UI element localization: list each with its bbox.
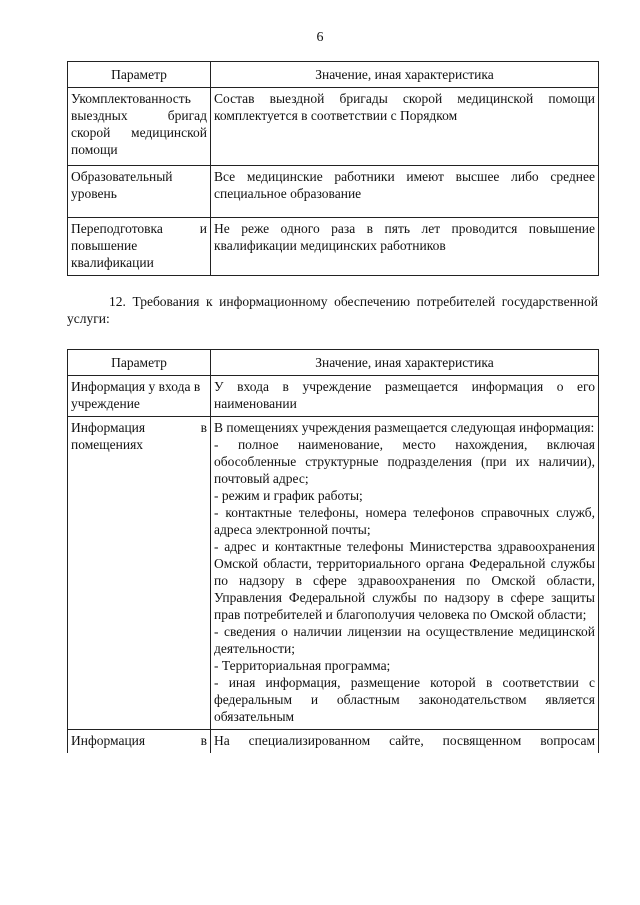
list-item: - сведения о наличии лицензии на осуществление медицинской деятельности; xyxy=(214,624,595,656)
information-requirements-table xyxy=(67,349,599,753)
value-cell: У входа в учреждение размещается информация о его наименовании xyxy=(211,376,599,417)
info-intro: В помещениях учреждения размещается следующая информация: xyxy=(214,420,595,435)
param-cell: Информация у входа в учреждение xyxy=(68,376,211,417)
header-param: Параметр xyxy=(68,62,211,88)
table-row xyxy=(68,166,599,218)
staffing-requirements-table xyxy=(67,61,599,276)
page-number: 6 xyxy=(316,30,324,45)
value-cell: Состав выездной бригады скорой медицинской помощи комплектуется в соответствии с Порядком xyxy=(211,88,599,166)
table-row xyxy=(68,376,599,417)
value-cell: Все медицинские работники имеют высшее либо среднее специальное образование xyxy=(211,166,599,218)
list-item: - контактные телефоны, номера телефонов справочных служб, адреса электронной почты; xyxy=(214,505,595,537)
header-param: Параметр xyxy=(68,350,211,376)
list-item: - адрес и контактные телефоны Министерства здравоохранения Омской области, территориального органа Федеральной службы по надзору в сфере здравоохранения по Омской области, Управления Федеральной службы по надзору в сфере защиты прав потребителей и благополучия человека по Омской области; xyxy=(214,539,595,622)
list-item: - иная информация, размещение которой в соответствии с федеральным и областным законодательством является обязательным xyxy=(214,675,595,724)
param-cell: Образовательный уровень xyxy=(68,166,211,218)
table-row xyxy=(68,88,599,166)
list-item: - Территориальная программа; xyxy=(214,658,391,673)
value-cell: Не реже одного раза в пять лет проводится повышение квалификации медицинских работников xyxy=(211,218,599,276)
param-cell: Информация в xyxy=(68,730,211,754)
table-header-row xyxy=(68,62,599,88)
table-row xyxy=(68,730,599,754)
list-item: - полное наименование, место нахождения, включая обособленные структурные подразделения (при их наличии), почтовый адрес; xyxy=(214,437,595,486)
param-cell: Информация в помещениях xyxy=(68,417,211,730)
param-cell: Укомплектованность выездных бригад скорой медицинской помощи xyxy=(68,88,211,166)
param-cell: Переподготовка и повышение квалификации xyxy=(68,218,211,276)
value-cell: На специализированном сайте, посвященном вопросам xyxy=(211,730,599,754)
value-cell xyxy=(211,417,599,730)
section-number: 12. xyxy=(109,294,126,309)
section-12-paragraph xyxy=(67,293,598,327)
list-item: - режим и график работы; xyxy=(214,488,363,503)
section-text: Требования к информационному обеспечению потребителей государственной услуги: xyxy=(67,294,598,326)
header-value: Значение, иная характеристика xyxy=(211,350,599,376)
table-row xyxy=(68,218,599,276)
table-header-row xyxy=(68,350,599,376)
table-row xyxy=(68,417,599,730)
header-value: Значение, иная характеристика xyxy=(211,62,599,88)
